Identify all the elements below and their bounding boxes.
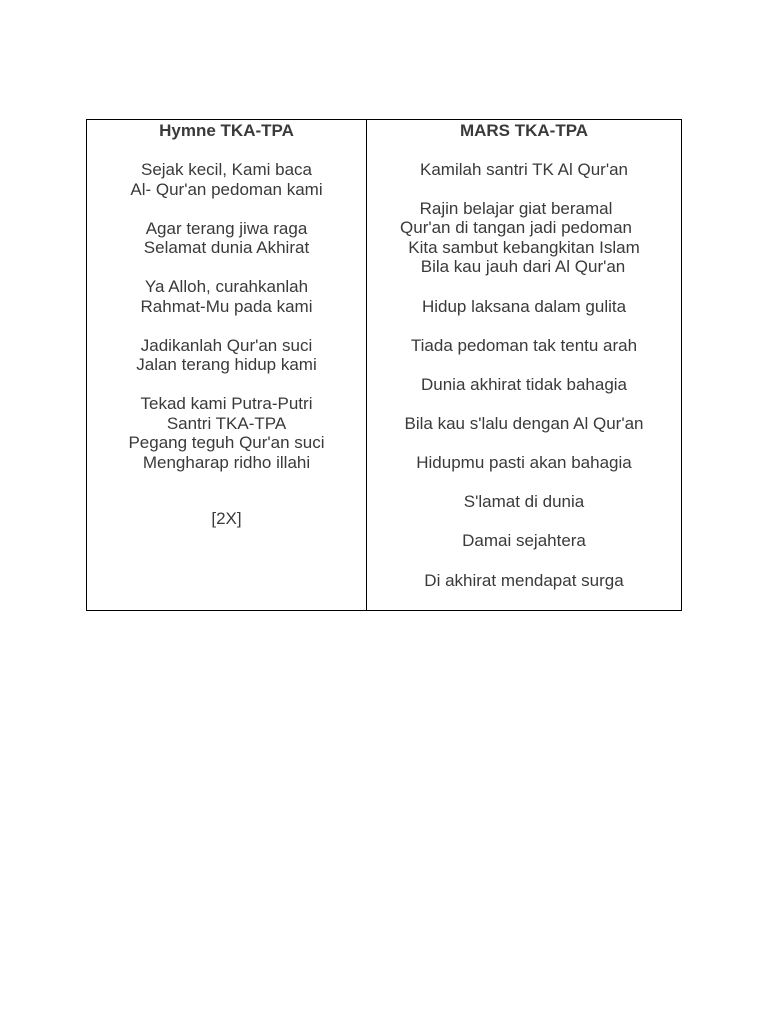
mars-line: Tiada pedoman tak tentu arah bbox=[410, 336, 638, 355]
hymne-line: Agar terang jiwa raga bbox=[145, 218, 308, 238]
mars-line: Kamilah santri TK Al Qur'an bbox=[420, 160, 628, 179]
hymne-line: Tekad kami Putra-Putri bbox=[140, 394, 313, 413]
hymne-line: Rahmat-Mu pada kami bbox=[140, 296, 313, 316]
hymne-line: Ya Alloh, curahkanlah bbox=[144, 277, 309, 296]
hymne-line: Al- Qur'an pedoman kami bbox=[130, 179, 323, 199]
mars-line: S'lamat di dunia bbox=[463, 492, 585, 511]
mars-line: Hidupmu pasti akan bahagia bbox=[416, 453, 632, 472]
mars-title: MARS TKA-TPA bbox=[459, 121, 589, 140]
mars-line: Bila kau jauh dari Al Qur'an bbox=[420, 257, 626, 276]
hymne-line: Selamat dunia Akhirat bbox=[143, 238, 310, 257]
hymne-repeat-marker: [2X] bbox=[211, 509, 242, 528]
mars-line: Bila kau s'lalu dengan Al Qur'an bbox=[404, 414, 644, 433]
mars-line: Kita sambut kebangkitan Islam bbox=[408, 238, 640, 257]
hymne-line: Santri TKA-TPA bbox=[166, 413, 287, 433]
hymne-column bbox=[87, 120, 367, 610]
mars-line: Hidup laksana dalam gulita bbox=[421, 297, 627, 316]
hymne-title: Hymne TKA-TPA bbox=[159, 121, 294, 140]
hymne-line: Jadikanlah Qur'an suci bbox=[140, 335, 313, 355]
lyrics-table bbox=[86, 119, 682, 611]
mars-line: Qur'an di tangan jadi pedoman bbox=[400, 218, 632, 237]
mars-line: Di akhirat mendapat surga bbox=[424, 571, 624, 590]
hymne-line: Pegang teguh Qur'an suci bbox=[128, 433, 325, 452]
hymne-line: Mengharap ridho illahi bbox=[142, 452, 311, 472]
mars-line: Damai sejahtera bbox=[462, 531, 586, 550]
mars-line: Dunia akhirat tidak bahagia bbox=[420, 375, 628, 394]
hymne-line: Jalan terang hidup kami bbox=[136, 355, 317, 374]
hymne-line: Sejak kecil, Kami baca bbox=[140, 160, 313, 179]
mars-column bbox=[367, 120, 681, 610]
mars-line: Rajin belajar giat beramal bbox=[419, 199, 613, 218]
